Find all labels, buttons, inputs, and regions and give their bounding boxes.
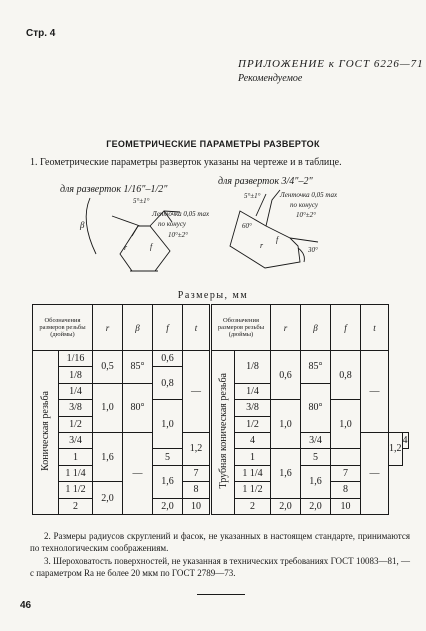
table-cell: 1,6 <box>301 465 331 498</box>
left-beta-symbol: β <box>80 220 85 230</box>
paragraph-1: 1. Геометрические параметры разверток указаны на чертеже и в таблице. <box>30 157 342 168</box>
table-cell: 1,0 <box>271 400 301 449</box>
table-cell: 80° <box>301 383 331 432</box>
recommended-label: Рекомендуемое <box>238 73 303 84</box>
table-cell: 2,0 <box>271 498 301 514</box>
table-cell: 7 <box>183 465 211 481</box>
right-r-symbol: r <box>260 241 264 250</box>
note-3: 3. Шероховатость поверхностей, не указанная в технических требованиях ГОСТ 10083—81, — с параметром Ra не более 20 мкм по ГОСТ 2789—73. <box>30 556 410 578</box>
table-cell: 8 <box>183 482 211 498</box>
table-cell: 1/2 <box>235 416 271 432</box>
table-cell: 2 <box>235 498 271 514</box>
right-land-label: Ленточка 0,05 max <box>280 191 338 199</box>
table-cell: 85° <box>123 351 153 384</box>
table-cell: 1/16 <box>59 351 93 367</box>
right-group-cell <box>211 351 235 515</box>
table-cell: 1/8 <box>235 351 271 384</box>
table-cell: 1 1/4 <box>59 465 93 481</box>
left-r-symbol: r <box>124 243 128 252</box>
left-view-title: для разверток 1/16"–1/2" <box>60 184 168 195</box>
left-group-cell <box>33 351 59 515</box>
header-thread-right: Обозначения размеров резьбы (дюймы) <box>211 305 271 351</box>
table-cell: — <box>183 351 211 433</box>
table-cell: 1,2 <box>389 432 403 465</box>
header-r-left: r <box>93 305 123 351</box>
table-cell: 2,0 <box>153 498 183 514</box>
reamer-geometry-drawing <box>60 176 360 276</box>
table-cell: 3/4 <box>59 432 93 448</box>
left-view <box>86 198 180 271</box>
table-cell: 2,0 <box>301 498 331 514</box>
table-cell: 2 <box>59 498 93 514</box>
left-tolerance-label: 10°±2° <box>168 231 188 239</box>
header-f-left: f <box>153 305 183 351</box>
table-cell: 80° <box>123 383 153 432</box>
page-number: 46 <box>20 600 32 611</box>
table-cell: 1,0 <box>153 400 183 449</box>
table-cell: 0,6 <box>271 351 301 400</box>
table-cell: 1/8 <box>59 367 93 383</box>
left-taper-label: по конусу <box>158 220 187 228</box>
table-cell: 1 1/2 <box>235 482 271 498</box>
table-cell: 5 <box>301 449 331 465</box>
right-f-symbol: f <box>276 235 279 244</box>
table-cell: 0,5 <box>93 351 123 384</box>
table-cell: 5 <box>153 449 183 465</box>
right-tolerance-label: 10°±2° <box>296 211 316 219</box>
page-label: Стр. 4 <box>26 28 56 39</box>
right-angle-label: 5°±1° <box>244 192 261 200</box>
table-cell: 8 <box>331 482 361 498</box>
right-30-label: 30° <box>308 246 318 254</box>
table-cell: 10 <box>183 498 211 514</box>
table-cell: 85° <box>301 351 331 384</box>
table-cell: 1,0 <box>331 400 361 449</box>
header-t-left: t <box>183 305 211 351</box>
table-cell: 1 1/4 <box>235 465 271 481</box>
right-group-label: Трубная коническая резьба <box>217 373 229 489</box>
right-view-title: для разверток 3/4"–2" <box>218 176 313 187</box>
left-land-label: Ленточка 0,05 max <box>152 210 210 218</box>
appendix-heading: ПРИЛОЖЕНИЕ к ГОСТ 6226—71 <box>238 58 424 70</box>
table-cell: 1 <box>59 449 93 465</box>
table-cell: 4 <box>235 432 271 448</box>
header-beta-right: β <box>301 305 331 351</box>
table-cell: 1,2 <box>183 432 211 465</box>
table-caption: Размеры, мм <box>177 290 249 301</box>
table-cell: 1/4 <box>59 383 93 399</box>
table-cell: 10 <box>331 498 361 514</box>
dimensions-table <box>32 304 409 515</box>
table-cell: 1 1/2 <box>59 482 93 498</box>
table-cell: — <box>361 432 389 514</box>
note-2: 2. Размеры радиусов скруглений и фасок, не указанных в настоящем стандарте, принимаются по технологическим соображениям. <box>30 531 410 553</box>
table-cell: 1/4 <box>235 383 271 399</box>
bottom-rule <box>197 594 245 595</box>
table-cell: 1,0 <box>93 383 123 432</box>
table-cell: 1,6 <box>153 465 183 498</box>
table-cell: 2,0 <box>93 482 123 515</box>
notes <box>30 530 410 580</box>
left-group-label: Коническая резьба <box>40 391 51 471</box>
header-f-right: f <box>331 305 361 351</box>
table-cell: 0,6 <box>153 351 183 367</box>
table-cell: 1,6 <box>271 449 301 498</box>
left-angle-label: 5°±1° <box>133 197 150 205</box>
table-cell: 3/8 <box>59 400 93 416</box>
table-cell: 0,8 <box>153 367 183 400</box>
header-thread-left: Обозначения размеров резьбы (дюймы) <box>33 305 93 351</box>
table-cell: 1/2 <box>59 416 93 432</box>
table-cell: 4 <box>402 432 408 448</box>
document-title: ГЕОМЕТРИЧЕСКИЕ ПАРАМЕТРЫ РАЗВЕРТОК <box>106 139 320 149</box>
left-f-symbol: f <box>150 242 153 251</box>
header-beta-left: β <box>123 305 153 351</box>
table-cell: 0,8 <box>331 351 361 400</box>
right-60-label: 60° <box>242 222 252 230</box>
right-taper-label: по конусу <box>290 201 319 209</box>
table-cell: 3/8 <box>235 400 271 416</box>
table-cell: 1 <box>235 449 271 465</box>
table-cell: — <box>123 432 153 514</box>
table-cell: — <box>361 351 389 433</box>
table-cell: 7 <box>331 465 361 481</box>
table-cell: 3/4 <box>301 432 331 448</box>
header-r-right: r <box>271 305 301 351</box>
table-cell: 1,6 <box>93 432 123 481</box>
header-t-right: t <box>361 305 389 351</box>
